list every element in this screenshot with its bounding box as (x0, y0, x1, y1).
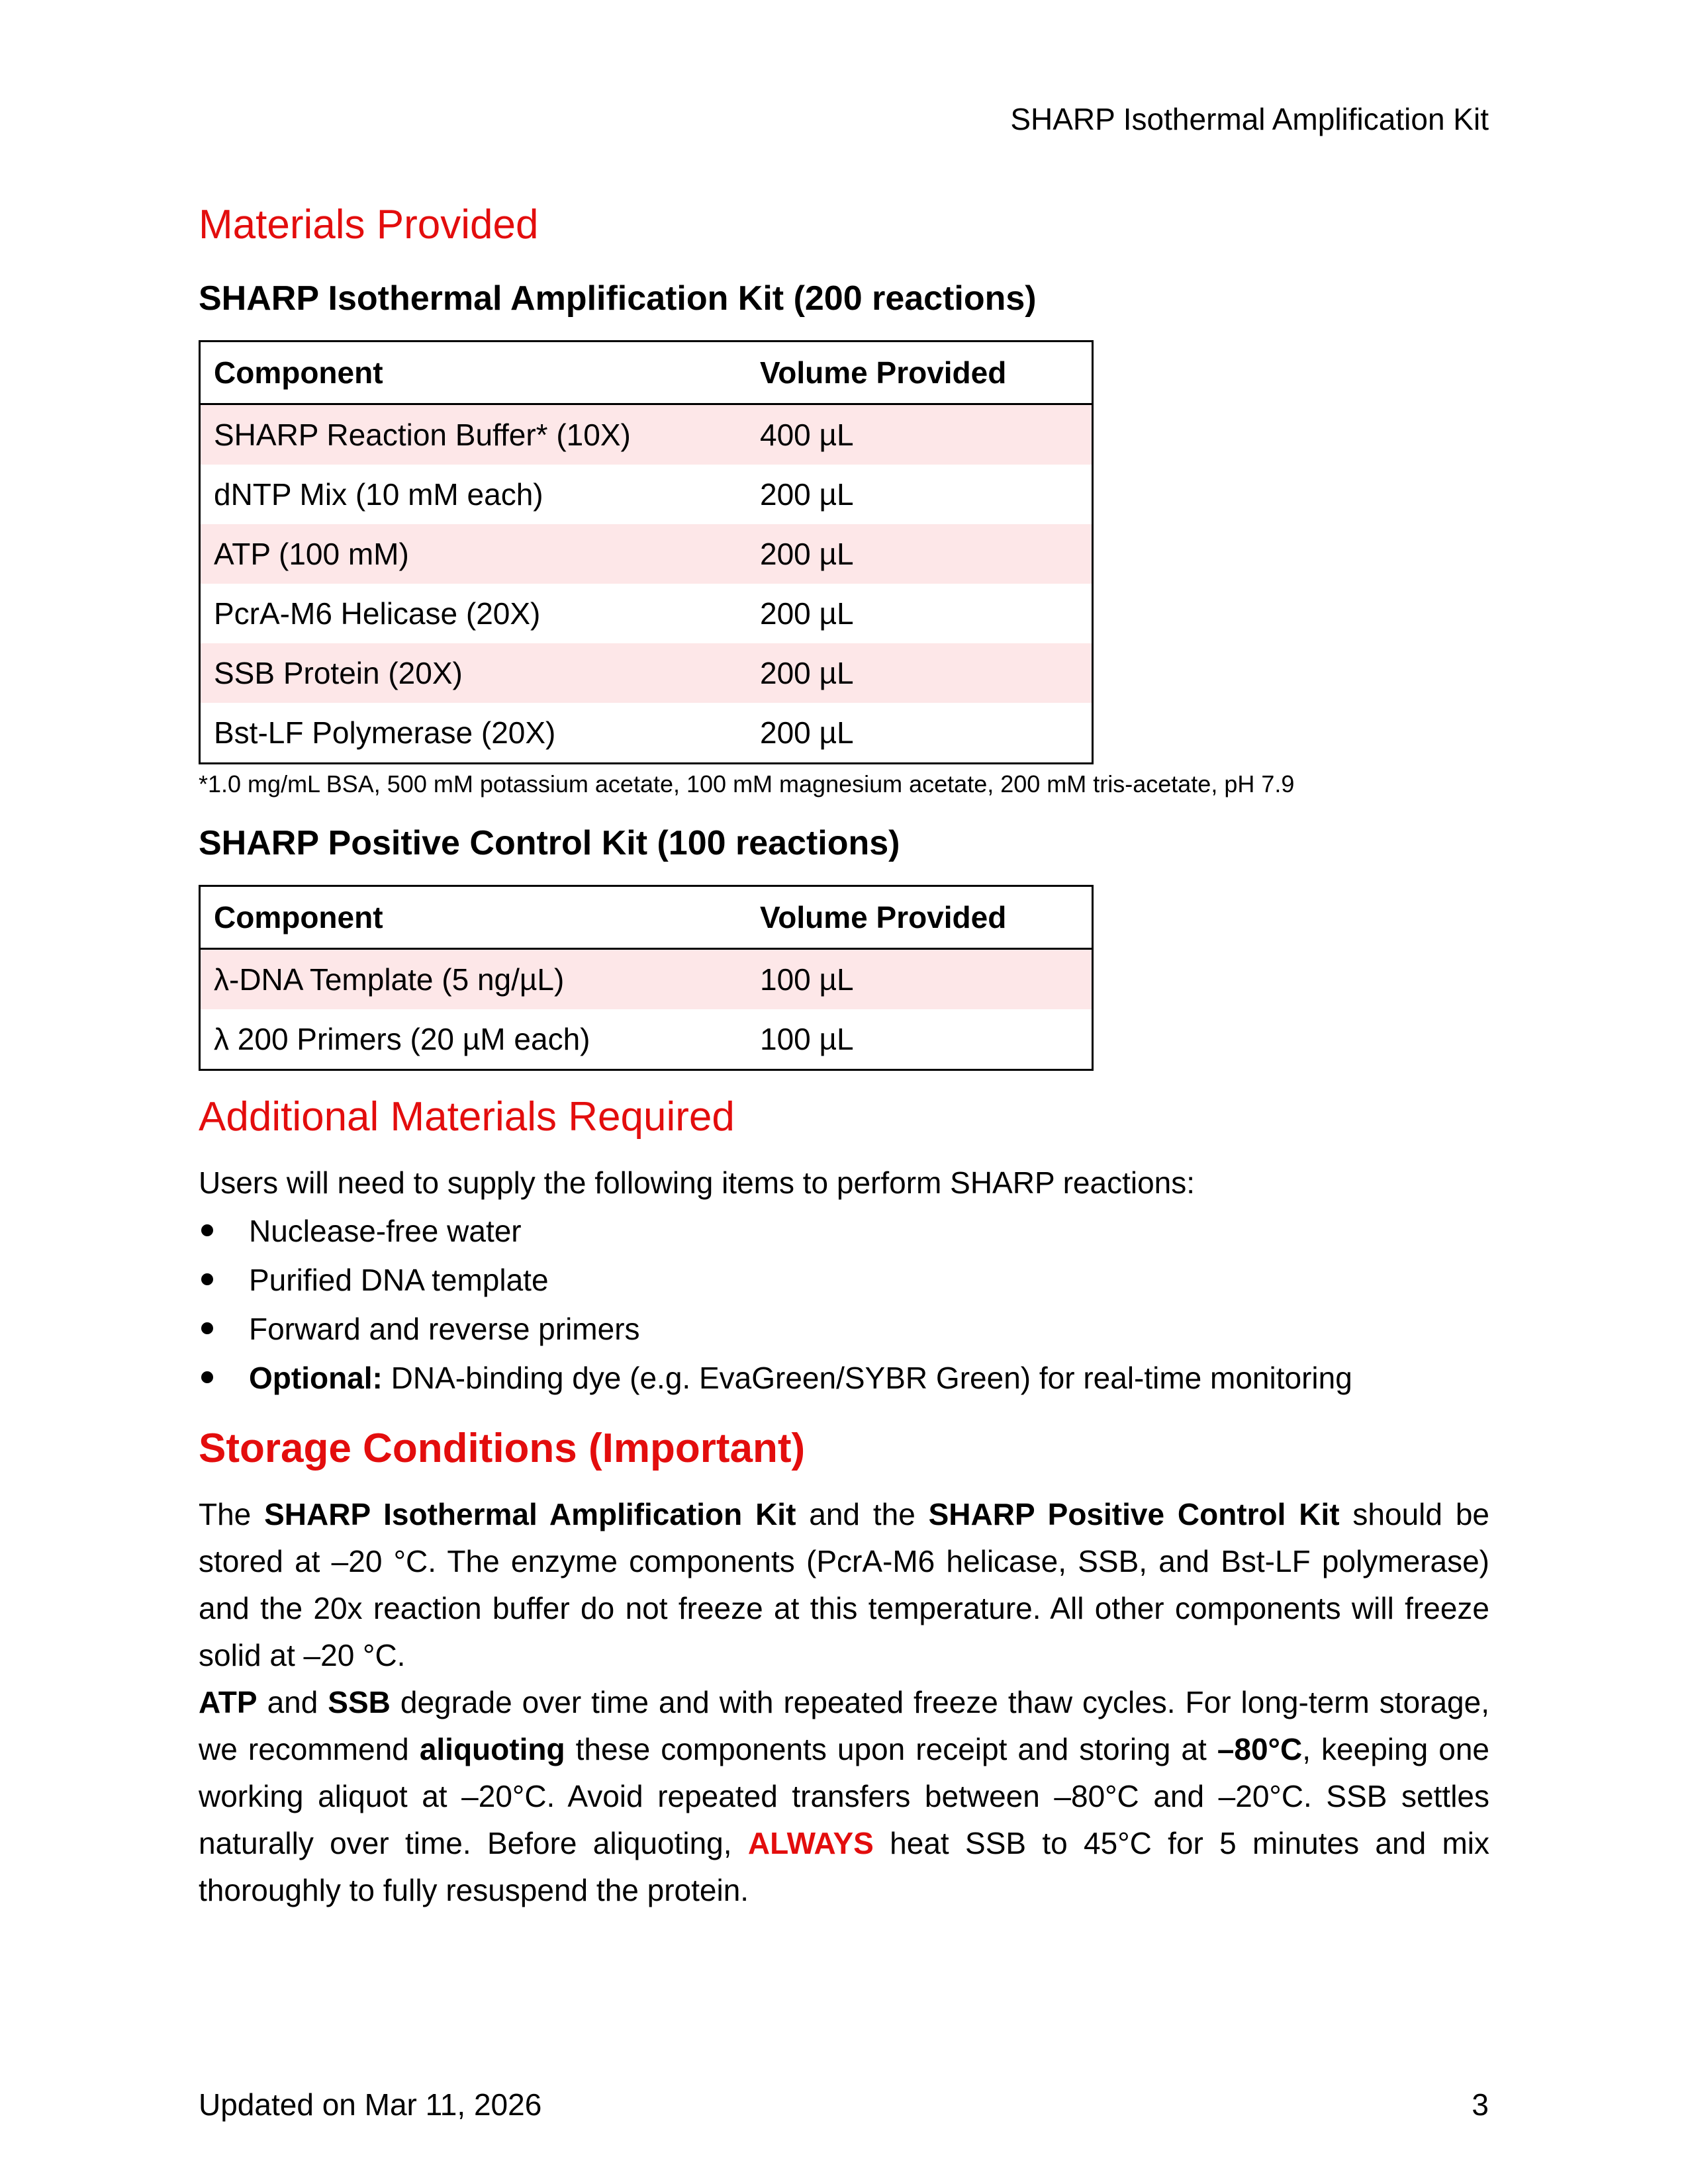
volume-cell: 100 µL (760, 1022, 854, 1056)
component-cell: SHARP Reaction Buffer* (10X) (200, 404, 747, 465)
storage-paragraph-1 (199, 1491, 1489, 1679)
bold-run: aliquoting (419, 1732, 565, 1766)
kit1-title: SHARP Isothermal Amplification Kit (200 reactions) (199, 279, 1037, 318)
kit1-table (199, 340, 1094, 764)
component-cell: Bst-LF Polymerase (20X) (214, 715, 556, 750)
volume-cell: 200 µL (747, 643, 1093, 703)
text-run: and (257, 1685, 328, 1719)
component-cell: λ 200 Primers (20 µM each) (214, 1022, 590, 1056)
list-item-text: Nuclease-free water (249, 1214, 522, 1248)
table-row (200, 524, 1093, 584)
optional-text: DNA-binding dye (e.g. EvaGreen/SYBR Green) for real-time monitoring (382, 1361, 1352, 1395)
bullet-icon (201, 1322, 213, 1334)
volume-cell: 200 µL (760, 596, 854, 631)
bold-run: ATP (199, 1685, 258, 1719)
volume-cell: 200 µL (747, 524, 1093, 584)
kit2-title: SHARP Positive Control Kit (100 reactions) (199, 824, 900, 862)
bullet-icon (201, 1224, 213, 1236)
text-run: , keeping one working aliquot at –20°C. Avoid repeated transfers between –80°C and –20°C. SSB settles naturally over time. Before aliquoting, (199, 1732, 1489, 1860)
storage-paragraph-2 (199, 1679, 1489, 1914)
running-header: SHARP Isothermal Amplification Kit (1010, 102, 1489, 136)
kit2-col-volume: Volume Provided (747, 886, 1093, 949)
volume-cell: 400 µL (747, 404, 1093, 465)
additional-materials-heading: Additional Materials Required (199, 1094, 735, 1140)
materials-provided-heading: Materials Provided (199, 202, 539, 248)
table-row (200, 584, 1093, 643)
bullet-icon (201, 1371, 213, 1383)
text-run: should be stored at –20 °C. The enzyme components (PcrA-M6 helicase, SSB, and Bst-LF polymerase) and the 20x reaction buffer do not freeze at this temperature. All other components will freeze solid at –20 °C. (199, 1497, 1489, 1672)
kit2-col-component: Component (200, 886, 747, 949)
table-row (200, 1009, 1093, 1070)
table-row (200, 949, 1093, 1010)
list-item-text: Forward and reverse primers (249, 1312, 640, 1346)
list-item-text: Purified DNA template (249, 1263, 549, 1297)
text-run: heat SSB to 45°C for 5 minutes and mix thoroughly to fully resuspend the protein. (199, 1826, 1489, 1907)
volume-cell: 200 µL (760, 477, 854, 512)
always-emphasis: ALWAYS (747, 1826, 874, 1860)
optional-label: Optional: (249, 1361, 383, 1395)
text-run: The (199, 1497, 265, 1531)
component-cell: PcrA-M6 Helicase (20X) (214, 596, 541, 631)
additional-intro: Users will need to supply the following items to perform SHARP reactions: (199, 1165, 1196, 1200)
additional-items-list (199, 1206, 1489, 1402)
kit2-table (199, 885, 1094, 1071)
text-run: degrade over time and with repeated freeze thaw cycles. For long-term storage, we recommend (199, 1685, 1490, 1766)
bold-run: –80°C (1217, 1732, 1303, 1766)
bullet-icon (201, 1273, 213, 1285)
list-item (199, 1353, 1489, 1402)
kit1-col-volume: Volume Provided (747, 341, 1093, 404)
bold-run: SSB (328, 1685, 391, 1719)
bold-run: SHARP Positive Control Kit (928, 1497, 1340, 1531)
text-run: these components upon receipt and storing at (565, 1732, 1217, 1766)
storage-heading: Storage Conditions (Important) (199, 1426, 806, 1471)
table-row (200, 404, 1093, 465)
component-cell: λ-DNA Template (5 ng/µL) (200, 949, 747, 1010)
table-row (200, 703, 1093, 764)
buffer-footnote: *1.0 mg/mL BSA, 500 mM potassium acetate, 100 mM magnesium acetate, 200 mM tris-acetate, pH 7.9 (199, 770, 1295, 797)
kit1-table-header (200, 341, 1093, 404)
page-content (199, 199, 1489, 1914)
component-cell: ATP (100 mM) (200, 524, 747, 584)
component-cell: dNTP Mix (10 mM each) (214, 477, 543, 512)
footer-page-number: 3 (1472, 2087, 1489, 2122)
bold-run: SHARP Isothermal Amplification Kit (264, 1497, 796, 1531)
kit1-col-component: Component (200, 341, 747, 404)
text-run: and the (796, 1497, 929, 1531)
list-item (199, 1206, 1489, 1255)
list-item (199, 1304, 1489, 1353)
table-row (200, 465, 1093, 524)
component-cell: SSB Protein (20X) (200, 643, 747, 703)
table-row (200, 643, 1093, 703)
list-item (199, 1255, 1489, 1304)
volume-cell: 200 µL (760, 715, 854, 750)
footer-updated-date: Updated on Mar 11, 2026 (199, 2087, 542, 2122)
volume-cell: 100 µL (747, 949, 1093, 1010)
kit2-table-header (200, 886, 1093, 949)
